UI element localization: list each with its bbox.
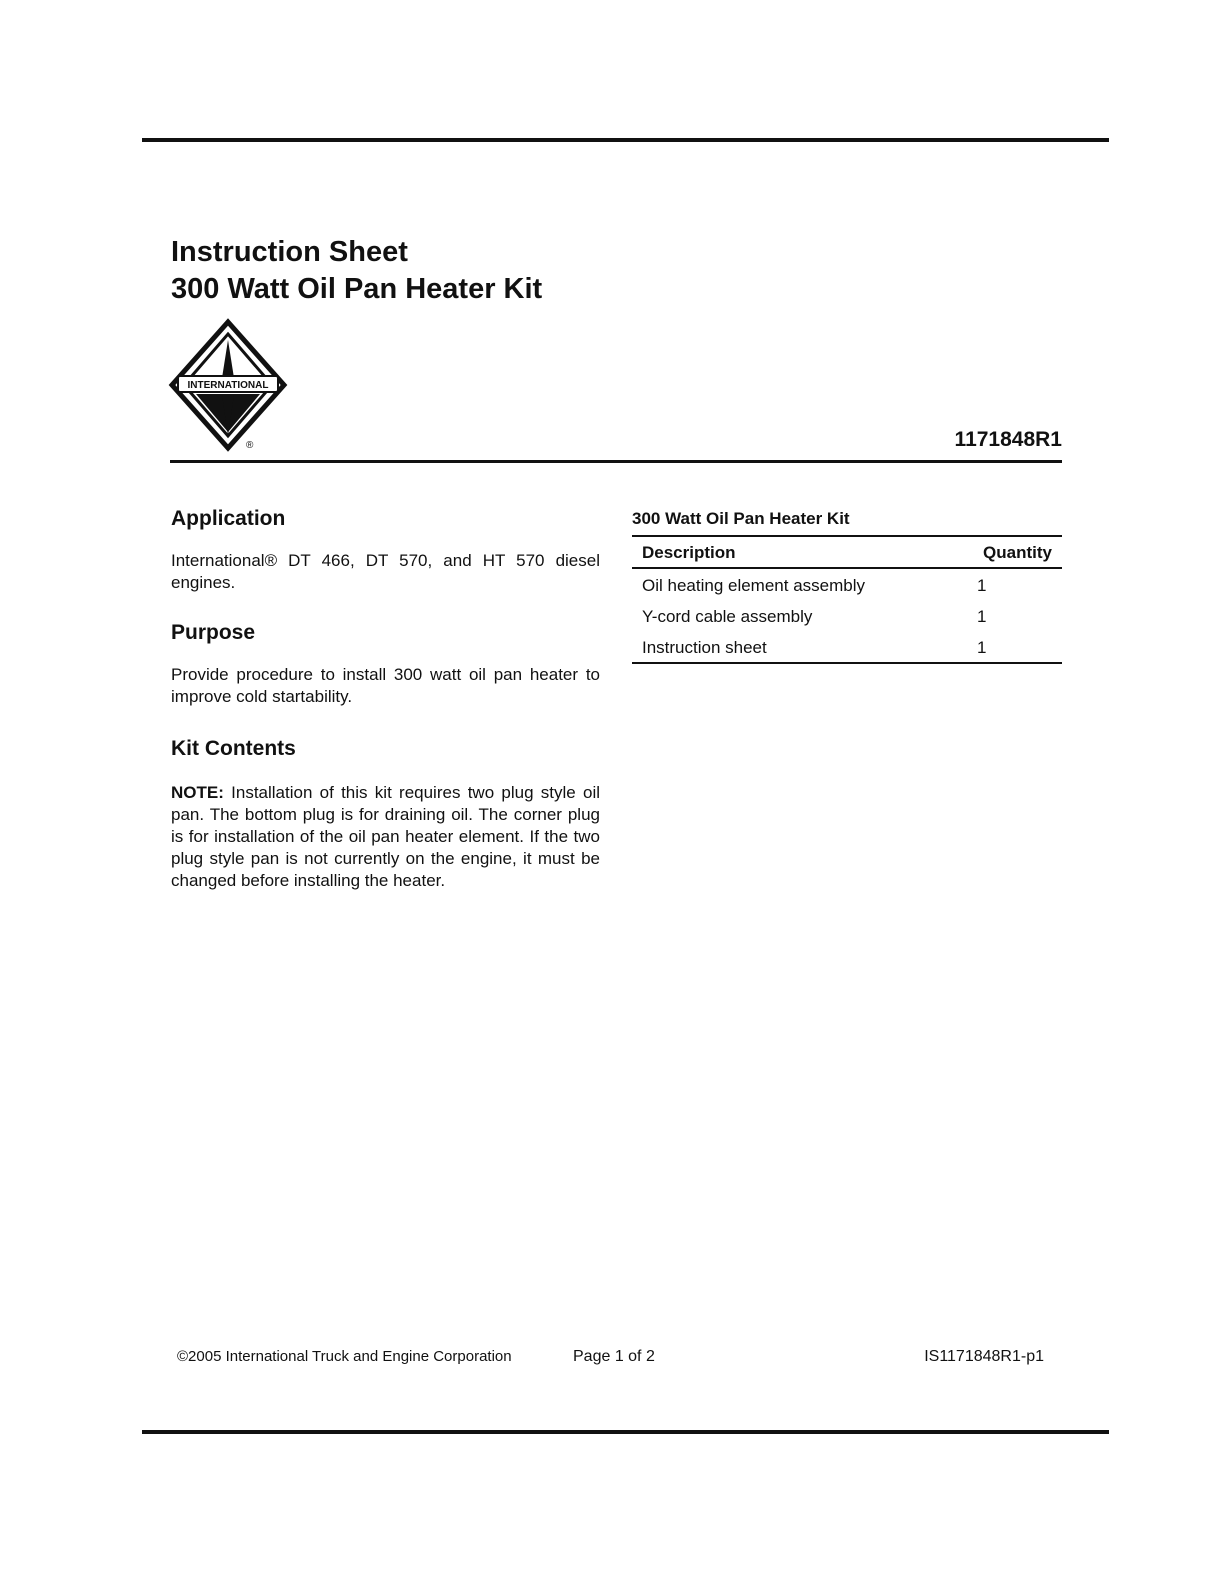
kit-table-section	[632, 509, 1062, 664]
title-line-2: 300 Watt Oil Pan Heater Kit	[171, 273, 543, 305]
page-title	[171, 234, 542, 308]
table-header-row	[632, 536, 1062, 568]
row-quantity: 1	[977, 575, 987, 595]
left-column	[171, 503, 600, 892]
application-heading: Application	[171, 507, 286, 530]
table-row	[632, 568, 1062, 600]
note-text: Installation of this kit requires two plug style oil pan. The bottom plug is for draining oil. The corner plug is for installation of the oil pan heater element. If the two plug style pan is not currently on the engine, it must be changed before installing the heater.	[171, 783, 600, 890]
row-quantity: 1	[973, 631, 1062, 663]
kit-contents-heading: Kit Contents	[171, 737, 296, 760]
note-label: NOTE:	[171, 783, 224, 802]
kit-contents-note	[171, 782, 600, 892]
row-quantity: 1	[977, 606, 987, 626]
registered-mark: ®	[246, 440, 254, 451]
column-header-quantity: Quantity	[973, 536, 1062, 568]
table-row	[632, 600, 1062, 631]
row-description: Y-cord cable assembly	[642, 606, 813, 626]
application-text: International® DT 466, DT 570, and HT 570 diesel engines.	[171, 551, 600, 592]
kit-table-title: 300 Watt Oil Pan Heater Kit	[632, 509, 850, 528]
purpose-text: Provide procedure to install 300 watt oil pan heater to improve cold startability.	[171, 665, 600, 706]
kit-table	[632, 535, 1062, 664]
row-description: Oil heating element assembly	[642, 575, 866, 595]
table-row	[632, 631, 1062, 663]
top-rule	[142, 138, 1109, 142]
title-line-1: Instruction Sheet	[171, 236, 408, 268]
international-diamond-logo-icon	[166, 318, 290, 452]
logo-text: INTERNATIONAL	[187, 380, 269, 391]
footer-document-id: IS1171848R1-p1	[924, 1348, 1044, 1365]
footer-page-number: Page 1 of 2	[573, 1348, 655, 1365]
bottom-rule	[142, 1430, 1109, 1434]
footer-copyright: ©2005 International Truck and Engine Corporation	[177, 1348, 512, 1365]
row-description: Instruction sheet	[632, 631, 973, 663]
purpose-heading: Purpose	[171, 621, 256, 644]
part-number: 1171848R1	[954, 428, 1062, 451]
header-rule	[170, 460, 1062, 463]
column-header-description: Description	[632, 536, 973, 568]
